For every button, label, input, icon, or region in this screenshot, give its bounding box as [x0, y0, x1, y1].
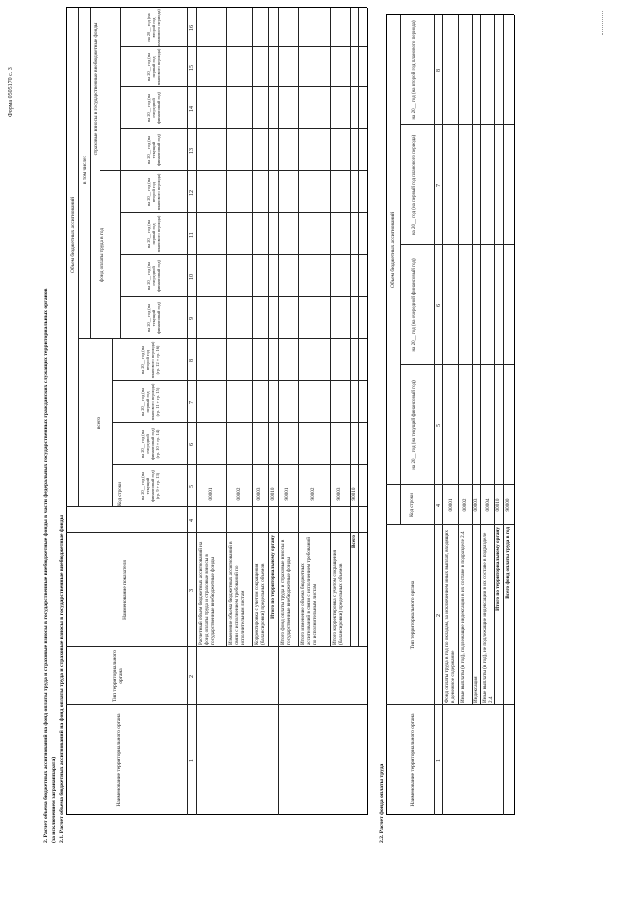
table-row-label: Корректировка с учетом сокращения (балансировки) предельных объемов	[254, 563, 267, 645]
table-row-code: 00010	[270, 487, 276, 501]
th-c14: на 20__ год (на очередной финансовый год)	[146, 92, 162, 124]
table-row-code: 90000	[505, 498, 511, 512]
section22-title: 2.2. Расчет фонда оплаты труда	[379, 763, 385, 843]
colnum-7: 7	[189, 401, 195, 404]
table-row-label: Всего	[351, 535, 357, 548]
colnum-8: 8	[189, 359, 195, 362]
section2-subtitle: (за исключением загранаппарата)	[51, 756, 57, 843]
table-row-code: 00003	[256, 487, 262, 501]
t2-colnum-6: 6	[436, 304, 442, 307]
table-row-code: 90002	[310, 487, 316, 501]
table-row-code: 00001	[448, 498, 454, 512]
t2-th-c5: на 20__ год (на текущий финансовый год)	[412, 380, 417, 470]
th-volume: Объем бюджетных ассигнований	[70, 197, 76, 274]
colnum-15: 15	[189, 65, 195, 71]
t2-colnum-8: 8	[436, 69, 442, 72]
th-fot: фонд оплаты труда в год	[99, 227, 105, 283]
th-code: Код строки	[118, 482, 123, 506]
th-c13: на 20__ год (на текущий финансовый год)	[146, 134, 162, 166]
th-c6: на 20__ год (на очередной финансовый год) (гр. 10 + гр. 14)	[140, 428, 161, 460]
colnum-14: 14	[189, 106, 195, 112]
table-row-code: 90001	[284, 487, 290, 501]
t2-colnum-2: 2	[436, 614, 442, 617]
colnum-9: 9	[189, 317, 195, 320]
th-c10: на 20__ год (на очередной финансовый год)	[146, 260, 162, 292]
th-ins: страховые взносы в государственные внебюджетные фонды	[93, 22, 99, 156]
t2-colnum-5: 5	[436, 424, 442, 427]
table-row-code: 00002	[236, 487, 242, 501]
table-row-label: Иные выплаты (в год), подлежащие индексации в их составе в подразделе 2.4	[460, 531, 466, 703]
th-c15: на 20__ год (на первый год планового периода)	[146, 48, 162, 86]
t2-th-org-type: Тип территориального органа	[410, 580, 416, 650]
th-indicator: Наименование показателя	[122, 560, 128, 620]
table-row-label: Изменение объема бюджетных ассигнований в связи с исполнением требований по исполнительным листам	[228, 541, 247, 645]
th-total: всего	[96, 416, 102, 430]
table-row-label: Итого корректировка с учетом сокращения (балансировки) предельных объемов	[332, 550, 345, 645]
form-code: Форма 0505170 с. 3	[8, 67, 14, 117]
colnum-3: 3	[189, 589, 195, 592]
t2-colnum-4: 4	[436, 504, 442, 507]
table-row-label: Фонд оплаты труда в год по окладам, за исключением иных выплат, входящих в денежное содержание	[444, 530, 457, 703]
scan-mark	[602, 11, 603, 35]
table-row-label: Итого по территориальному органу	[270, 535, 276, 619]
section21-title: 2.1. Расчет объема бюджетных ассигнований на фонд оплаты труда и страховые взносы в государственные внебюджетные фонды	[59, 515, 65, 843]
table-row-code: 90003	[336, 487, 342, 501]
table-row-code: 00010	[495, 498, 501, 512]
section2-title: 2. Расчет объема бюджетных ассигнований на фонд оплаты труда и страховые взносы в государственные внебюджетные фонды в части федеральных государственных гражданских служащих территориальных органов	[43, 288, 49, 843]
table-row-label: Итого по территориальному органу	[495, 527, 501, 611]
th-c12: на 20__ год (на второй год планового периода)	[146, 173, 162, 211]
t2-th-volume: Объем бюджетных ассигнований	[390, 212, 396, 289]
colnum-6: 6	[189, 443, 195, 446]
t2-th-c7: на 20__ год (на первый год планового периода)	[412, 134, 417, 236]
colnum-11: 11	[189, 232, 195, 238]
table-row-label: Индексация	[473, 676, 479, 703]
th-c16: на 20__ год (на второй год планового периода)	[146, 9, 162, 46]
table-row-code: 00001	[208, 487, 214, 501]
table-row-code: 00004	[485, 498, 491, 512]
t2-th-org-name: Наименование территориального органа	[410, 713, 416, 807]
t2-colnum-1: 1	[436, 759, 442, 762]
table-row-code: 90010	[351, 487, 357, 501]
th-c8: на 20__ год (на второй год планового периода) (гр. 12 + гр. 16)	[140, 341, 161, 379]
table-row-label: Всего фонд оплаты труда в год	[505, 527, 511, 599]
th-c9: на 20__ год (на текущий финансовый год)	[146, 302, 162, 334]
th-org-name: Наименование территориального органа	[116, 713, 122, 807]
t2-th-c8: на 20__ год (на второй год планового периода)	[412, 20, 417, 120]
colnum-12: 12	[189, 190, 195, 196]
th-incl: в том числе:	[82, 155, 88, 185]
colnum-5: 5	[189, 485, 195, 488]
table-row-code: 00002	[462, 498, 468, 512]
t2-th-c6: на 20__ год (на очередной финансовый год)	[412, 258, 417, 352]
colnum-4: 4	[189, 519, 195, 522]
table-row-label: Иные выплаты (в год), не подлежащие индексации в их составе в подразделе 2.4	[482, 532, 495, 703]
colnum-16: 16	[189, 25, 195, 31]
colnum-1: 1	[189, 759, 195, 762]
th-org-type: Тип территориального органа	[112, 650, 125, 702]
t2-colnum-7: 7	[436, 184, 442, 187]
table-row-label: Расчетный объем бюджетных ассигнований на фонд оплаты труда и страховые взносы в государственные внебюджетные фонды	[198, 541, 217, 645]
table-row-label: Итого фонд оплаты труда и страховые взносы в государственные внебюджетные фонды	[280, 539, 293, 645]
colnum-10: 10	[189, 274, 195, 280]
th-c11: на 20__ год (на первый год планового периода)	[146, 215, 162, 253]
colnum-2: 2	[189, 675, 195, 678]
t2-th-code: Код строки	[410, 493, 415, 517]
th-c7: на 20__ год (на первый год планового периода) (гр. 11 + гр. 15)	[140, 383, 161, 421]
table-row-code: 00003	[473, 498, 479, 512]
th-c5: на 20__ год (на текущий финансовый год) (гр. 9 + гр. 13)	[140, 470, 161, 502]
table-row-label: Итого изменение объема бюджетных ассигнований в связи с исполнением требований по исполнительным листам	[300, 537, 319, 645]
colnum-13: 13	[189, 148, 195, 154]
